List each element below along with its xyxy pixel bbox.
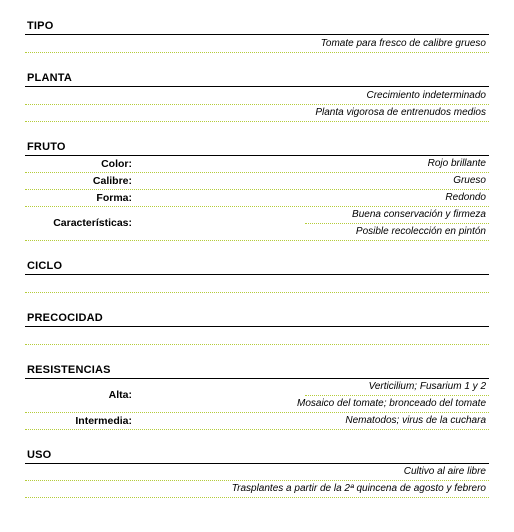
section-title-fruto: FRUTO (27, 141, 66, 153)
uso-value-1: Cultivo al aire libre (403, 466, 486, 477)
section-title-precocidad: PRECOCIDAD (27, 312, 103, 324)
uso-value-2: Trasplantes a partir de la 2ª quincena de agosto y febrero (231, 483, 486, 494)
row-divider (25, 344, 489, 345)
resistencias-intermedia-label: Intermedia: (75, 415, 132, 427)
fruto-forma-value: Redondo (445, 192, 486, 203)
fruto-caracteristicas-label: Características: (53, 217, 132, 229)
row-divider (25, 52, 489, 53)
row-divider (305, 395, 489, 396)
fruto-calibre-label: Calibre: (92, 175, 132, 187)
section-title-uso: USO (27, 449, 52, 461)
section-rule (25, 326, 489, 327)
resistencias-alta-value-2: Mosaico del tomate; bronceado del tomate (297, 398, 486, 409)
row-divider (25, 480, 489, 481)
row-divider (25, 429, 489, 430)
resistencias-intermedia-value: Nematodos; virus de la cuchara (345, 415, 486, 426)
row-divider (25, 172, 489, 173)
fruto-color-label: Color: (101, 158, 132, 170)
row-divider (25, 189, 489, 190)
row-divider (25, 104, 489, 105)
section-rule (25, 155, 489, 156)
row-divider (25, 121, 489, 122)
section-rule (25, 378, 489, 379)
fruto-calibre-value: Grueso (453, 175, 486, 186)
row-divider (25, 206, 489, 207)
resistencias-alta-label: Alta: (108, 389, 132, 401)
section-title-tipo: TIPO (27, 20, 54, 32)
row-divider (25, 292, 489, 293)
resistencias-alta-value-1: Verticilium; Fusarium 1 y 2 (368, 381, 486, 392)
fruto-color-value: Rojo brillante (427, 158, 486, 169)
section-title-ciclo: CICLO (27, 260, 63, 272)
fruto-forma-label: Forma: (96, 192, 132, 204)
planta-value-2: Planta vigorosa de entrenudos medios (315, 107, 486, 118)
planta-value-1: Crecimiento indeterminado (366, 90, 486, 101)
row-divider (25, 412, 489, 413)
tipo-value-1: Tomate para fresco de calibre grueso (320, 38, 486, 49)
fruto-caracteristicas-value-1: Buena conservación y firmeza (352, 209, 486, 220)
section-title-resistencias: RESISTENCIAS (27, 364, 111, 376)
section-rule (25, 86, 489, 87)
row-divider (305, 223, 489, 224)
row-divider (25, 497, 489, 498)
section-rule (25, 463, 489, 464)
row-divider (25, 240, 489, 241)
section-rule (25, 274, 489, 275)
section-rule (25, 34, 489, 35)
section-title-planta: PLANTA (27, 72, 72, 84)
fruto-caracteristicas-value-2: Posible recolección en pintón (355, 226, 486, 237)
